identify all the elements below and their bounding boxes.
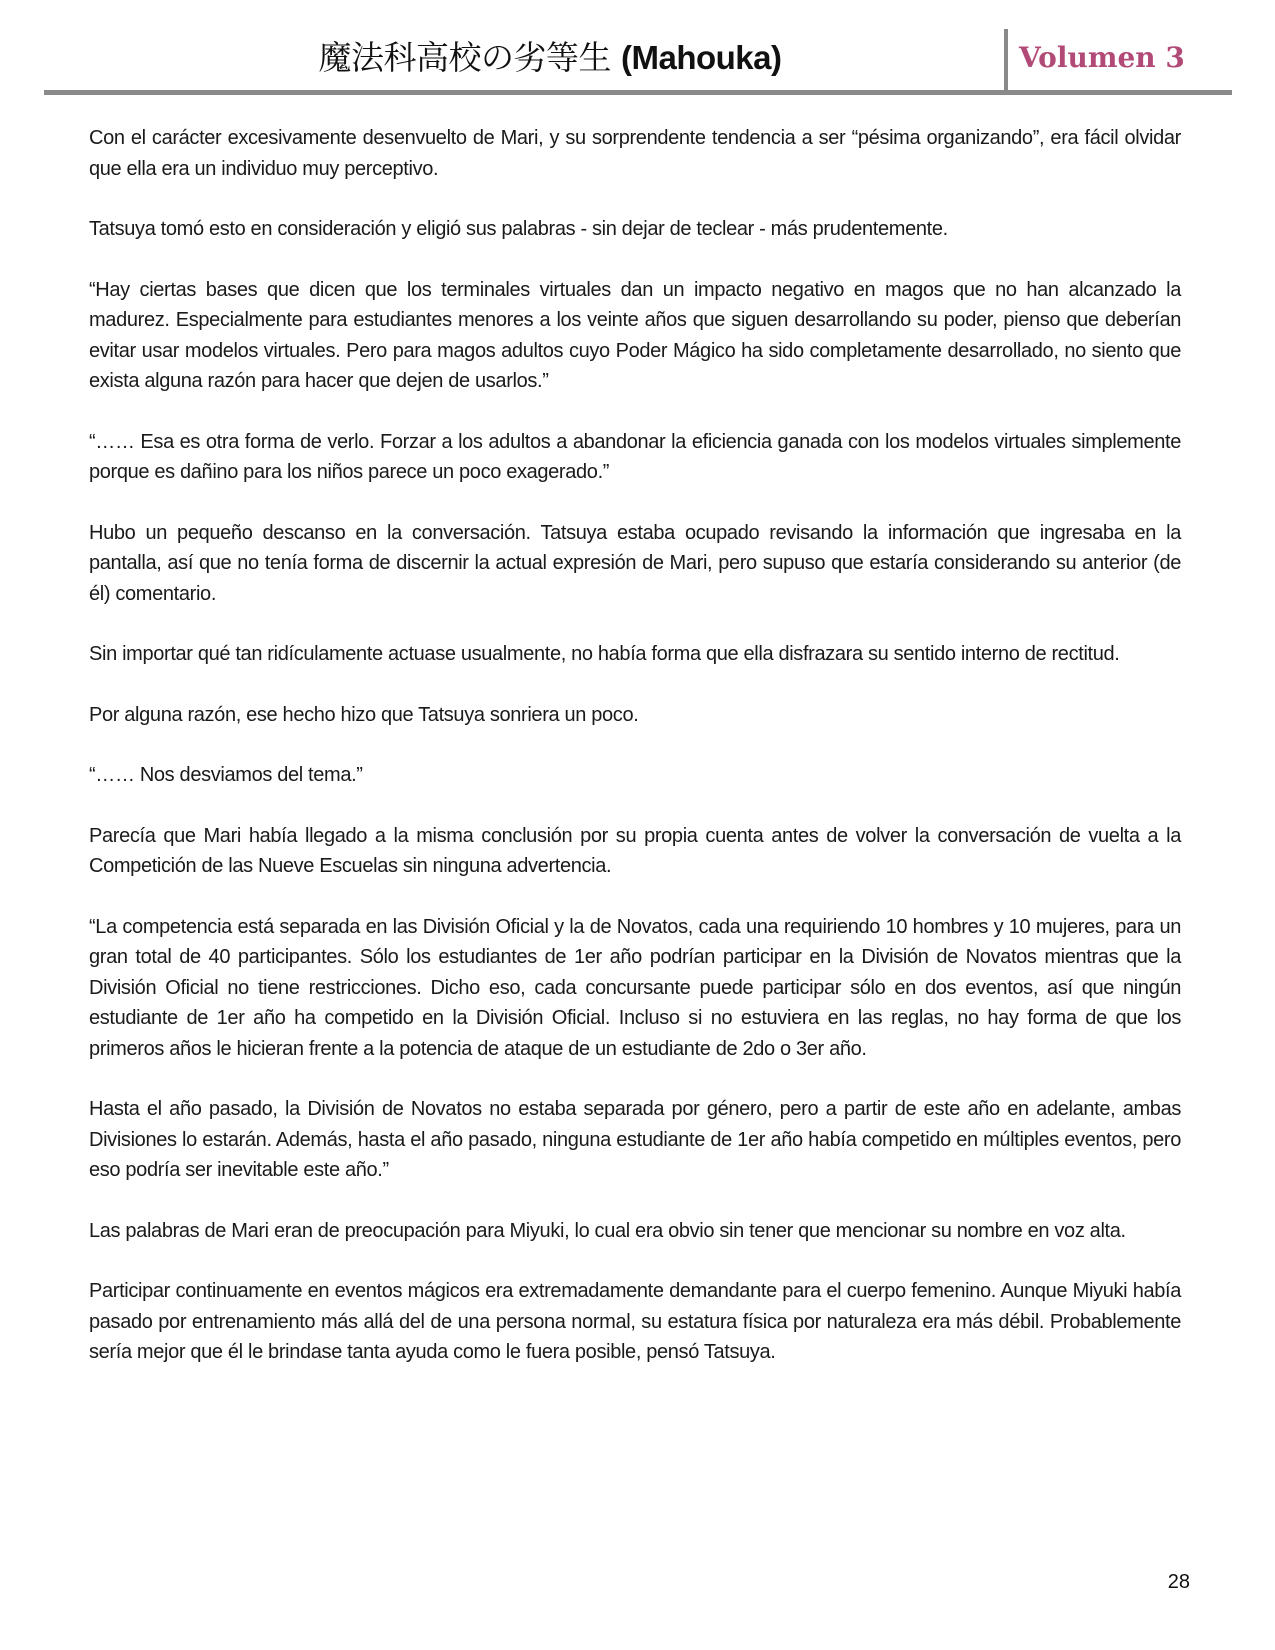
volume-label: Volumen 3: [1019, 41, 1185, 74]
paragraph: Hasta el año pasado, la División de Novatos no estaba separada por género, pero a partir de este año en adelante, ambas Divisiones lo estarán. Además, hasta el año pasado, ninguna estudiante de 1er año había competido en múltiples eventos, pero eso podría ser inevitable este año.”: [89, 1098, 1181, 1181]
paragraph: Las palabras de Mari eran de preocupación para Miyuki, lo cual era obvio sin tener que mencionar su nombre en voz alta.: [89, 1219, 1126, 1242]
page-number: 28: [1167, 1571, 1190, 1593]
paragraph: Sin importar qué tan ridículamente actuase usualmente, no había forma que ella disfrazara su sentido interno de rectitud.: [89, 643, 1120, 665]
book-title-romanized: (Mahouka): [621, 39, 782, 76]
paragraph: “La competencia está separada en las División Oficial y la de Novatos, cada una requiriendo 10 hombres y 10 mujeres, para un gran total de 40 participantes. Sólo los estudiantes de 1er año podrían participar en la División de Novatos mientras que la División Oficial no tiene restricciones. Dicho eso, cada concursante puede participar sólo en dos eventos, así que ningún estudiante de 1er año ha competido en la División Oficial. Incluso si no estuviera en las reglas, no hay forma de que los primeros años le hicieran frente a la potencia de ataque de un estudiante de 2do o 3er año.: [89, 915, 1181, 1060]
paragraph: Por alguna razón, ese hecho hizo que Tatsuya sonriera un poco.: [89, 703, 639, 726]
paragraph: Tatsuya tomó esto en consideración y eligió sus palabras - sin dejar de teclear - más prudentemente.: [89, 218, 948, 240]
header-horizontal-rule: [44, 90, 1232, 95]
book-title: [200, 38, 900, 78]
paragraph: “…… Esa es otra forma de verlo. Forzar a los adultos a abandonar la eficiencia ganada con los modelos virtuales simplemente porque es dañino para los niños parece un poco exagerado.”: [89, 430, 1181, 483]
paragraph: Parecía que Mari había llegado a la misma conclusión por su propia cuenta antes de volver la conversación de vuelta a la Competición de las Nueve Escuelas sin ninguna advertencia.: [89, 824, 1181, 877]
paragraph: Participar continuamente en eventos mágicos era extremadamente demandante para el cuerpo femenino. Aunque Miyuki había pasado por entrenamiento más allá del de una persona normal, su estatura física por naturaleza era más débil. Probablemente sería mejor que él le brindase tanta ayuda como le fuera posible, pensó Tatsuya.: [89, 1280, 1181, 1363]
paragraph: Con el carácter excesivamente desenvuelto de Mari, y su sorprendente tendencia a ser “pésima organizando”, era fácil olvidar que ella era un individuo muy perceptivo.: [89, 127, 1181, 180]
page-header: [0, 0, 1275, 100]
header-vertical-divider: [1004, 29, 1008, 93]
paragraph: Hubo un pequeño descanso en la conversación. Tatsuya estaba ocupado revisando la información que ingresaba en la pantalla, así que no tenía forma de discernir la actual expresión de Mari, pero supuso que estaría considerando su anterior (de él) comentario.: [89, 521, 1181, 605]
page-body: [89, 123, 1181, 1398]
paragraph: “Hay ciertas bases que dicen que los terminales virtuales dan un impacto negativo en magos que no han alcanzado la madurez. Especialmente para estudiantes menores a los veinte años que siguen desarrollando su poder, pienso que deberían evitar usar modelos virtuales. Pero para magos adultos cuyo Poder Mágico ha sido completamente desarrollado, no siento que exista alguna razón para hacer que dejen de usarlos.”: [89, 278, 1181, 392]
book-title-japanese: 魔法科高校の劣等生: [318, 38, 611, 77]
paragraph: “…… Nos desviamos del tema.”: [89, 764, 363, 786]
